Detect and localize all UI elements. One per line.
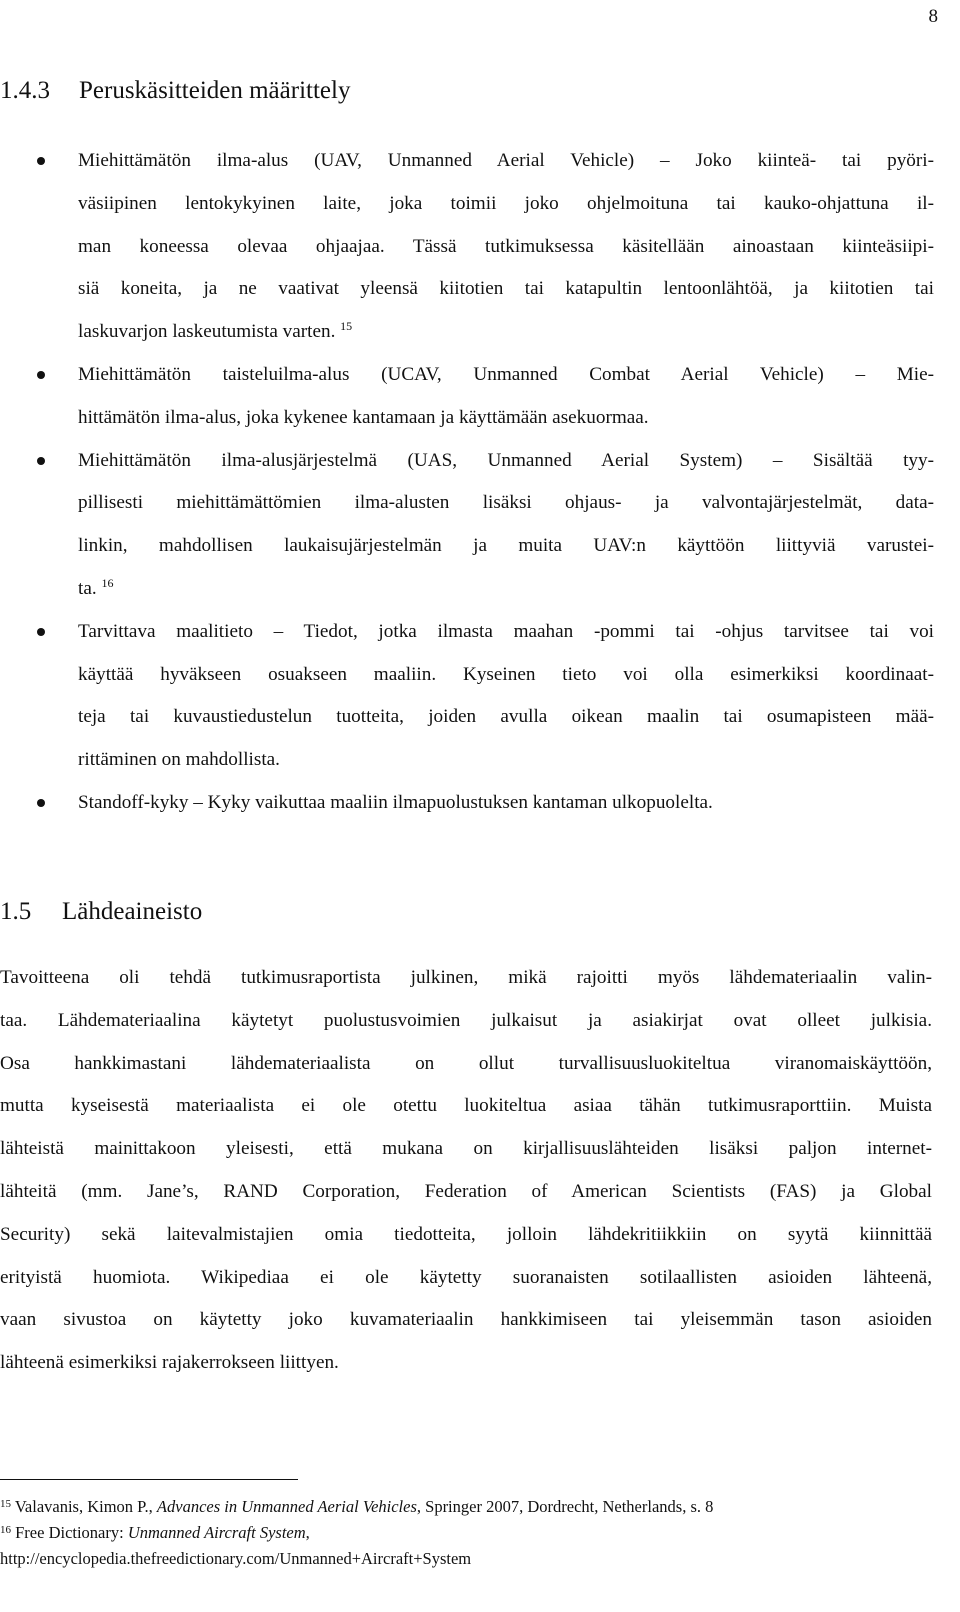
sources-paragraph xyxy=(0,957,932,1385)
footnote-number: 16 xyxy=(0,1524,11,1536)
footnote-15 xyxy=(0,1494,940,1520)
text-line: teja tai kuvaustiedustelun tuotteita, joiden avulla oikean maalin tai osumapisteen mää- xyxy=(78,706,934,728)
text-line: väsiipinen lentokykyinen laite, joka toimii joko ohjelmoituna tai kauko-ohjattuna il- xyxy=(78,192,934,214)
footnote-text: Free Dictionary: xyxy=(15,1523,128,1542)
bullet-icon xyxy=(37,157,45,165)
definition-list xyxy=(0,140,960,825)
text-line: Osa hankkimastani lähdemateriaalista on ollut turvallisuusluokiteltua viranomaiskäyttöön, xyxy=(0,1052,932,1074)
text-line: rittäminen on mahdollista. xyxy=(78,749,280,771)
definition-uav xyxy=(0,140,960,354)
text-line: mutta kyseisestä materiaalista ei ole otettu luokiteltua asiaa tähän tutkimusraporttiin. Muista xyxy=(0,1095,932,1117)
text-line-last xyxy=(78,311,934,354)
text-line: pillisesti miehittämättömien ilma-alusten lisäksi ohjaus- ja valvontajärjestelmät, data- xyxy=(78,492,934,514)
text-line: vaan sivustoa on käytetty joko kuvamateriaalin hankkimiseen tai yleisemmän tason asioiden xyxy=(0,1309,932,1331)
footnote-text: Valavanis, Kimon P., xyxy=(14,1497,157,1516)
definition-uas xyxy=(0,440,960,611)
bullet-icon xyxy=(37,628,45,636)
text-line: Tavoitteena oli tehdä tutkimusraportista julkinen, mikä rajoitti myös lähdemateriaalin valin- xyxy=(0,967,932,988)
footnote-title: Advances in Unmanned Aerial Vehicles xyxy=(156,1497,417,1516)
definition-ucav xyxy=(0,354,960,440)
section-heading-1-4-3 xyxy=(0,74,350,108)
footnote-text: , xyxy=(305,1523,310,1542)
definition-target-data xyxy=(0,611,960,782)
text-line: linkin, mahdollisen laukaisujärjestelmän ja muita UAV:n käyttöön liittyviä varustei- xyxy=(78,535,934,557)
text-line: ta. xyxy=(78,577,97,599)
text-line: hittämätön ilma-alus, joka kykenee kantamaan ja käyttämään asekuormaa. xyxy=(78,406,649,428)
bullet-icon xyxy=(37,457,45,465)
section-heading-1-5 xyxy=(0,895,202,929)
section-number: 1.4.3 xyxy=(0,77,50,104)
text-line: Miehittämätön ilma-alusjärjestelmä (UAS, Unmanned Aerial System) – Sisältää tyy- xyxy=(78,449,934,471)
text-line: lähteitä (mm. Jane’s, RAND Corporation, Federation of American Scientists (FAS) ja Global xyxy=(0,1180,932,1202)
text-line: Security) sekä laitevalmistajien omia tiedotteita, jolloin lähdekritiikkiin on syytä kiinnittää xyxy=(0,1223,932,1245)
footnote-text: , Springer 2007, Dordrecht, Netherlands, s. 8 xyxy=(416,1497,714,1516)
section-title: Peruskäsitteiden määrittely xyxy=(79,77,351,104)
text-line: lähteistä mainittakoon yleisesti, että mukana on kirjallisuuslähteiden lisäksi paljon internet- xyxy=(0,1138,932,1160)
text-line: Miehittämätön taisteluilma-alus (UCAV, Unmanned Combat Aerial Vehicle) – Mie- xyxy=(78,363,934,385)
text-line: Standoff-kyky – Kyky vaikuttaa maaliin ilmapuolustuksen kantaman ulkopuolelta. xyxy=(78,791,713,813)
footnote-title: Unmanned Aircraft System xyxy=(127,1523,306,1542)
bullet-icon xyxy=(37,371,45,379)
page-number: 8 xyxy=(928,6,938,27)
footnote-ref-15: 15 xyxy=(340,319,353,334)
footnote-number: 15 xyxy=(0,1498,11,1510)
text-line-last xyxy=(78,568,934,611)
footnotes xyxy=(0,1494,940,1572)
footnote-ref-16: 16 xyxy=(101,575,114,590)
text-line: man koneessa olevaa ohjaajaa. Tässä tutkimuksessa käsitellään ainoastaan kiinteäsiipi- xyxy=(78,235,934,257)
footnote-divider xyxy=(0,1479,298,1480)
definition-standoff xyxy=(0,782,960,825)
footnote-url-link[interactable]: http://encyclopedia.thefreedictionary.com/Unmanned+Aircraft+System xyxy=(0,1549,472,1568)
section-title: Lähdeaineisto xyxy=(62,898,203,925)
section-number: 1.5 xyxy=(0,898,32,925)
text-line: lähteenä esimerkiksi rajakerrokseen liittyen. xyxy=(0,1352,339,1374)
footnote-16 xyxy=(0,1520,940,1546)
text-line: käyttää hyväkseen osuakseen maaliin. Kyseinen tieto voi olla esimerkiksi koordinaat- xyxy=(78,663,934,685)
text-line: erityistä huomiota. Wikipediaa ei ole käytetty suoranaisten sotilaallisten asioiden lähteenä, xyxy=(0,1266,932,1288)
text-line: Tarvittava maalitieto – Tiedot, jotka ilmasta maahan -pommi tai -ohjus tarvitsee tai voi xyxy=(78,620,934,642)
text-line: Miehittämätön ilma-alus (UAV, Unmanned Aerial Vehicle) – Joko kiinteä- tai pyöri- xyxy=(78,150,934,171)
bullet-icon xyxy=(37,799,45,807)
text-line: siä koneita, ja ne vaativat yleensä kiitotien tai katapultin lentoonlähtöä, ja kiitotien tai xyxy=(78,278,934,300)
text-line: laskuvarjon laskeutumista varten. xyxy=(78,321,336,343)
text-line: taa. Lähdemateriaalina käytetyt puolustusvoimien julkaisut ja asiakirjat ovat olleet julkisia. xyxy=(0,1009,932,1031)
